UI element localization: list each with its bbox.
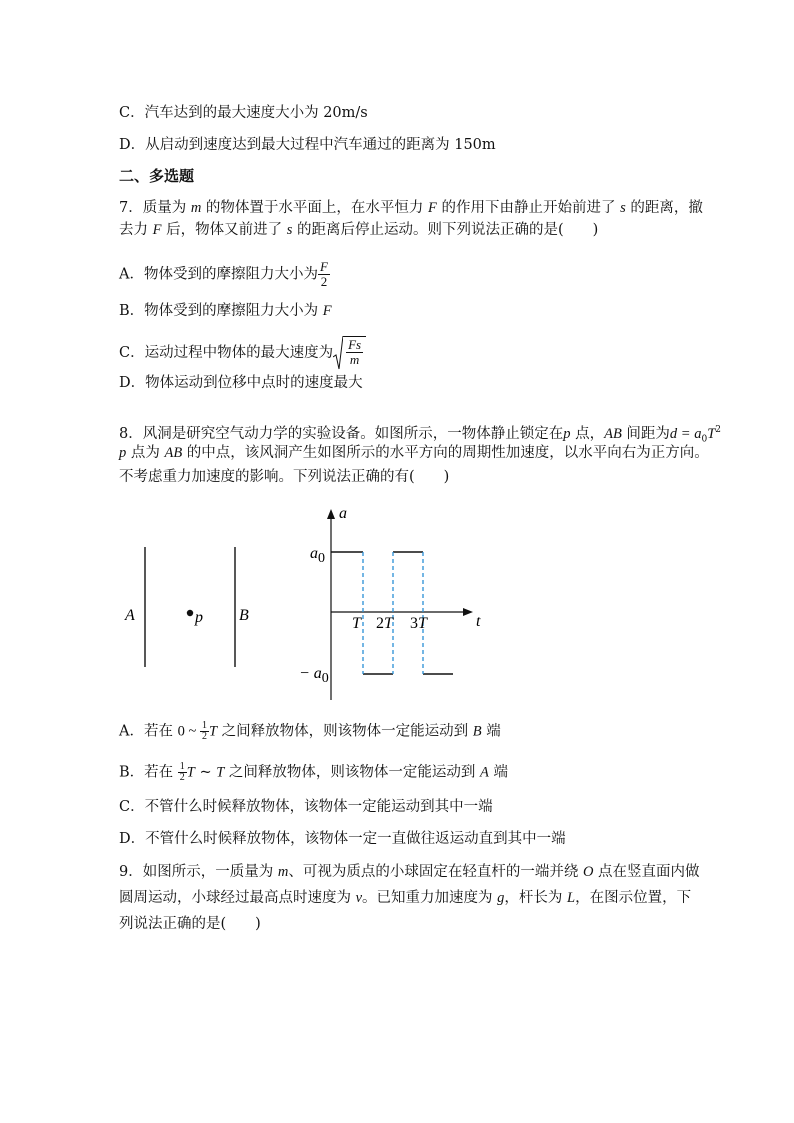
label-b: B bbox=[239, 607, 249, 624]
fraction: $\frac{F}{2}$ bbox=[319, 259, 328, 289]
acceleration-waveform bbox=[331, 552, 453, 674]
axis-label-a: a bbox=[339, 505, 347, 522]
q8-stem-line2: p 点为 AB 的中点，该风洞产生如图所示的水平方向的周期性加速度，以水平向右为正方向。 bbox=[119, 445, 709, 461]
q7-option-d: D．物体运动到位移中点时的速度最大 bbox=[119, 375, 363, 391]
q6-option-c-text: C．汽车达到的最大速度大小为 20m/s bbox=[119, 105, 368, 121]
q8-option-d: D．不管什么时候释放物体，该物体一定一直做往返运动直到其中一端 bbox=[119, 831, 566, 847]
q7-stem-line2: 去力 F 后，物体又前进了 s 的距离后停止运动。则下列说法正确的是( ) bbox=[119, 222, 599, 238]
tick-label-t: T bbox=[352, 615, 361, 632]
q8-option-c: C．不管什么时候释放物体，该物体一定能运动到其中一端 bbox=[119, 799, 493, 815]
q8-option-b: B．若在 $\frac{1}{2}$ T ~ T 之间释放物体，则该物体一定能运动到 A 端 bbox=[119, 761, 508, 783]
square-root: $\frac{Fs}{m}$ bbox=[333, 336, 366, 370]
tick-label-3t: 3T bbox=[410, 615, 427, 632]
q9-stem-line2: 圆周运动，小球经过最高点时速度为 v。已知重力加速度为 g，杆长为 L，在图示位置，下 bbox=[119, 890, 692, 906]
q8-figure bbox=[0, 500, 794, 710]
q7-option-a: A．物体受到的摩擦阻力大小为 $\frac{F}{2}$ bbox=[119, 259, 328, 289]
t-axis-arrow bbox=[463, 608, 473, 616]
q8-stem-line3: 不考虑重力加速度的影响。下列说法正确的有( ) bbox=[119, 469, 450, 485]
label-a0: a0 bbox=[310, 545, 325, 566]
q9-stem-line3: 列说法正确的是( ) bbox=[119, 916, 261, 932]
a-axis-arrow bbox=[327, 509, 335, 519]
q9-stem-line1: 9．如图所示，一质量为 m、可视为质点的小球固定在轻直杆的一端并绕 O 点在竖直面内做 bbox=[119, 864, 700, 880]
q7-option-c: C．运动过程中物体的最大速度为 $\frac{Fs}{m}$ bbox=[119, 336, 366, 370]
axis-label-t: t bbox=[476, 613, 481, 630]
q8-stem-line1: 8．风洞是研究空气动力学的实验设备。如图所示，一物体静止锁定在p 点，AB 间距为$d = a_0T^2$ bbox=[119, 425, 722, 445]
q7-option-b: B．物体受到的摩擦阻力大小为 F bbox=[119, 303, 332, 319]
q8-option-a: A．若在 0 ~ $\frac{1}{2}$ T 之间释放物体，则该物体一定能运动到 B 端 bbox=[119, 720, 501, 742]
label-p: p bbox=[195, 609, 203, 626]
q7-stem-line1: 7．质量为 m 的物体置于水平面上，在水平恒力 F 的作用下由静止开始前进了 s 的距离，撤 bbox=[119, 200, 703, 216]
wave-transitions bbox=[363, 552, 423, 674]
tick-label-2t: 2T bbox=[376, 615, 393, 632]
q6-option-d-text: D．从启动到速度达到最大过程中汽车通过的距离为 150m bbox=[119, 137, 496, 153]
section-title: 二、多选题 bbox=[119, 167, 195, 185]
point-p-marker bbox=[187, 610, 193, 616]
label-a: A bbox=[125, 607, 135, 624]
q6-option-d bbox=[119, 135, 496, 155]
q6-option-c bbox=[119, 103, 368, 123]
label-neg-a0: − a0 bbox=[299, 665, 329, 686]
